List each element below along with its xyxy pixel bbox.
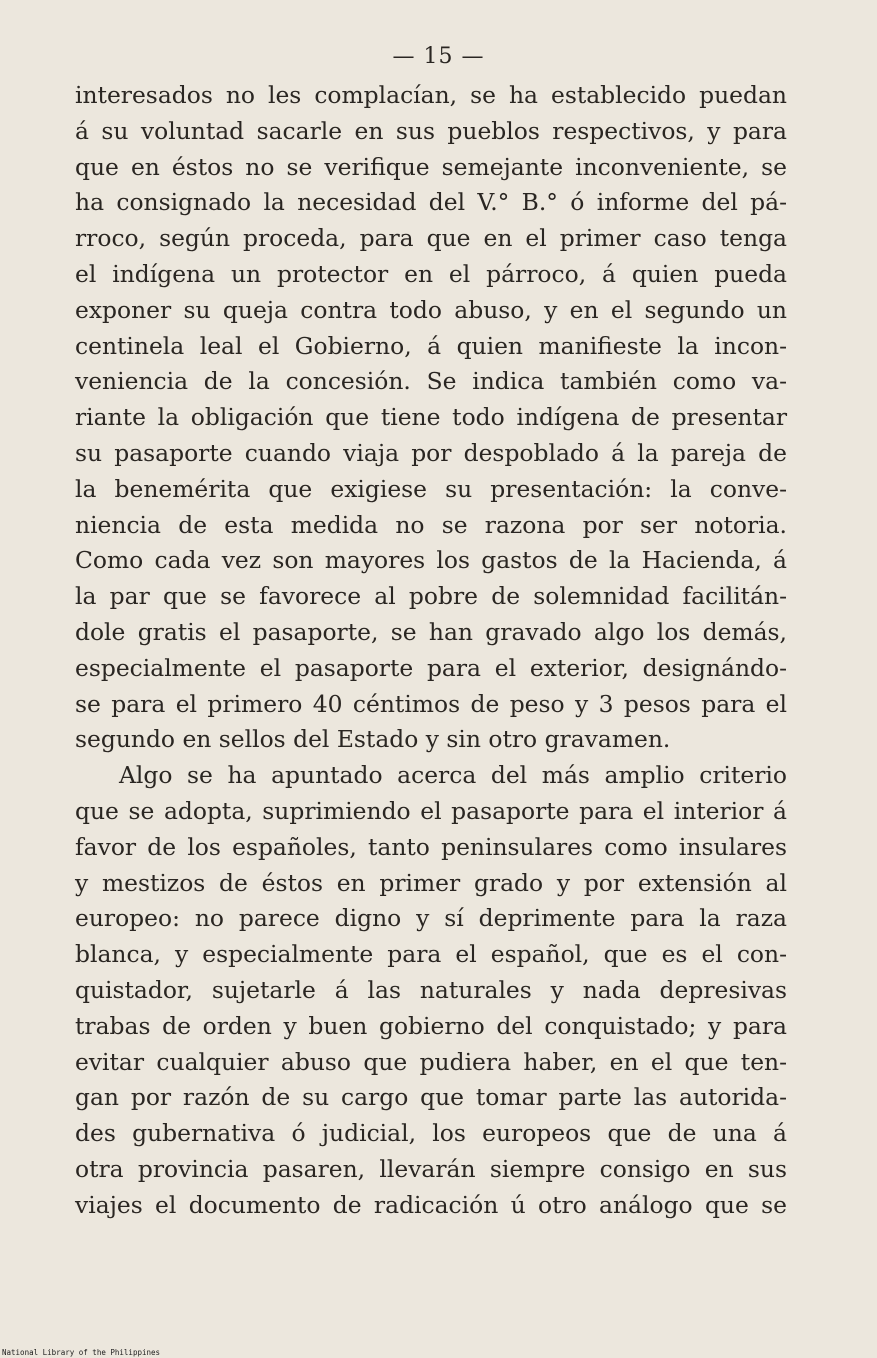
text-line: exponer su queja contra todo abuso, y en el segundo un — [75, 295, 787, 324]
text-line: que en éstos no se verifique semejante inconveniente, se — [75, 152, 787, 181]
text-line: su pasaporte cuando viaja por despoblado á la pareja de — [75, 438, 787, 467]
text-line: rroco, según proceda, para que en el primer caso tenga — [75, 224, 787, 253]
library-credit: National Library of the Philippines — [2, 1348, 161, 1357]
text-line: trabas de orden y buen gobierno del conquistado; y para — [75, 1011, 787, 1040]
text-line: otra provincia pasaren, llevarán siempre consigo en sus — [75, 1154, 787, 1183]
text-line: blanca, y especialmente para el español, que es el con- — [75, 940, 787, 969]
text-line: veniencia de la concesión. Se indica también como va- — [75, 367, 787, 396]
text-line: que se adopta, suprimiendo el pasaporte para el interior á — [75, 796, 787, 825]
text-line: gan por razón de su cargo que tomar parte las autorida- — [75, 1083, 787, 1112]
text-line: Como cada vez son mayores los gastos de la Hacienda, á — [75, 546, 787, 575]
text-line: la benemérita que exigiese su presentación: la conve- — [75, 474, 787, 503]
page-number: — 15 — — [392, 44, 485, 69]
text-line: especialmente el pasaporte para el exterior, designándo- — [75, 653, 787, 682]
text-line: centinela leal el Gobierno, á quien manifieste la incon- — [75, 331, 787, 360]
text-line: europeo: no parece digno y sí deprimente para la raza — [75, 904, 787, 933]
text-line: quistador, sujetarle á las naturales y nada depresivas — [75, 975, 787, 1004]
text-line: interesados no les complacían, se ha establecido puedan — [75, 81, 787, 109]
text-line: favor de los españoles, tanto peninsulares como insulares — [75, 832, 787, 861]
paragraph-2 — [75, 758, 787, 1223]
paragraph-1 — [75, 78, 787, 758]
text-line: segundo en sellos del Estado y sin otro gravamen. — [75, 725, 671, 754]
text-line: dole gratis el pasaporte, se han gravado algo los demás, — [75, 617, 787, 646]
text-line: evitar cualquier abuso que pudiera haber, en el que ten- — [75, 1047, 787, 1076]
text-line: á su voluntad sacarle en sus pueblos respectivos, y para — [75, 116, 787, 145]
text-line: el indígena un protector en el párroco, á quien pueda — [75, 259, 787, 288]
text-line: se para el primero 40 céntimos de peso y 3 pesos para el — [75, 689, 787, 718]
text-line: des gubernativa ó judicial, los europeos que de una á — [75, 1119, 787, 1148]
text-line: ha consignado la necesidad del V.° B.° ó informe del pá- — [75, 188, 787, 217]
text-line: viajes el documento de radicación ú otro análogo que se — [75, 1190, 787, 1219]
text-line: riante la obligación que tiene todo indígena de presentar — [75, 403, 787, 432]
text-line: y mestizos de éstos en primer grado y por extensión al — [75, 868, 787, 897]
text-line: niencia de esta medida no se razona por ser notoria. — [75, 510, 787, 539]
body-text — [75, 78, 787, 1224]
text-line: la par que se favorece al pobre de solemnidad facilitán- — [75, 582, 787, 611]
text-line: Algo se ha apuntado acerca del más amplio criterio — [119, 761, 787, 790]
